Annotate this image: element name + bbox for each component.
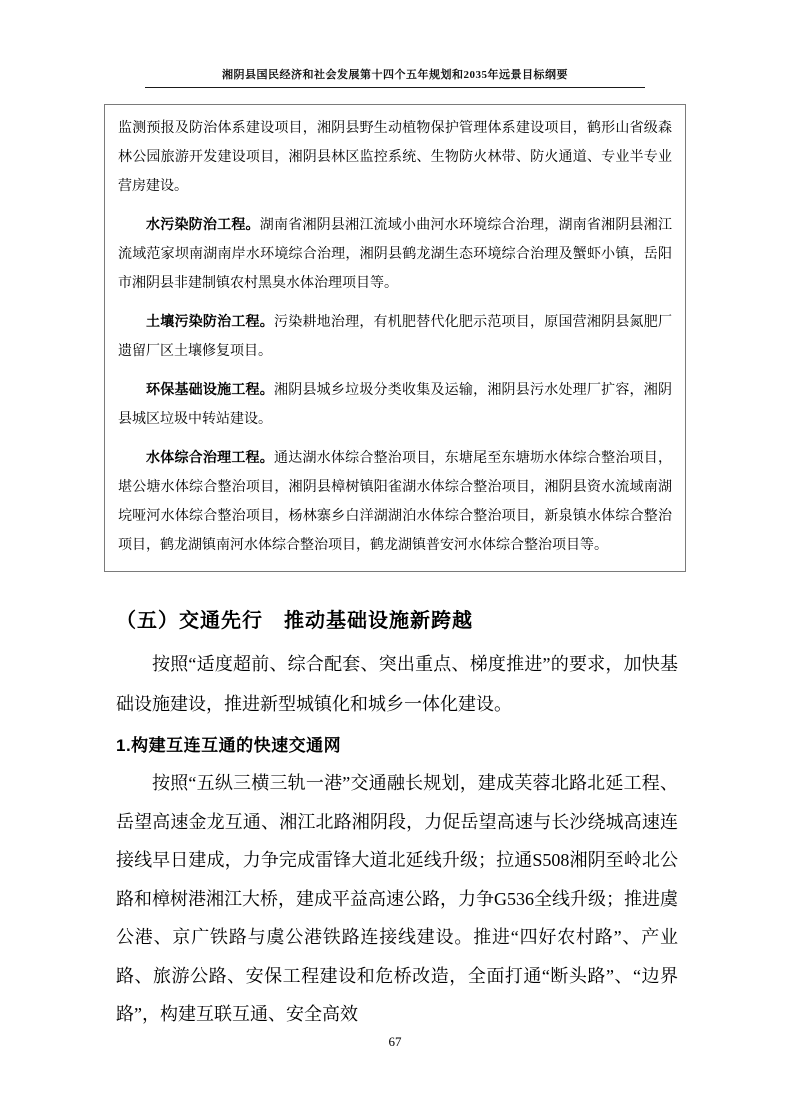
section-intro-paragraph: 按照“适度超前、综合配套、突出重点、梯度推进”的要求，加快基础设施建设，推进新型城镇化和城乡一体化建设。 (116, 654, 678, 714)
paragraph-text: 污染耕地治理，有机肥替代化肥示范项目，原国营湘阴县氮肥厂遗留厂区土壤修复项目。 (118, 315, 672, 359)
project-category-label: 水污染防治工程。 (146, 216, 260, 232)
document-header-title: 湘阴县国民经济和社会发展第十四个五年规划和2035年远景目标纲要 (222, 69, 568, 81)
paragraph-text: 湘阴县城乡垃圾分类收集及运输，湘阴县污水处理厂扩容，湘阴县城区垃圾中转站建设。 (118, 383, 672, 427)
box-paragraph (118, 443, 672, 560)
project-category-label: 水体综合治理工程。 (146, 449, 274, 465)
box-paragraph (118, 114, 672, 201)
project-category-label: 环保基础设施工程。 (146, 381, 274, 397)
paragraph-text: 通达湖水体综合整治项目，东塘尾至东塘坜水体综合整治项目，堪公塘水体综合整治项目，湘阴县樟树镇阳雀湖水体综合整治项目，湘阴县资水流域南湖垸哑河水体综合整治项目，杨林寨乡白洋湖湖泊水体综合整治项目，新泉镇水体综合整治项目，鹤龙湖镇南河水体综合整治项目，鹤龙湖镇普安河水体综合整治项目等。 (118, 451, 672, 553)
project-list-box (104, 104, 686, 572)
page-number: 67 (388, 1034, 402, 1049)
subsection-heading: 1.构建互连互通的快速交通网 (116, 736, 342, 755)
paragraph-text: 湖南省湘阴县湘江流域小曲河水环境综合治理，湖南省湘阴县湘江流域范家坝南湖南岸水环境综合治理，湘阴县鹤龙湖生态环境综合治理及蟹虾小镇，岳阳市湘阴县非建制镇农村黑臭水体治理项目等。 (118, 218, 673, 291)
paragraph-text: 监测预报及防治体系建设项目，湘阴县野生动植物保护管理体系建设项目，鹤形山省级森林公园旅游开发建设项目，湘阴县林区监控系统、生物防火林带、防火通道、专业半专业营房建设。 (118, 121, 672, 194)
box-paragraph (118, 375, 672, 434)
box-paragraph (118, 307, 672, 366)
project-category-label: 土壤污染防治工程。 (146, 313, 274, 329)
section-heading: （五）交通先行 推动基础设施新跨越 (116, 610, 473, 632)
box-paragraph (118, 210, 672, 298)
subsection-body-paragraph: 按照“五纵三横三轨一港”交通融长规划，建成芙蓉北路北延工程、岳望高速金龙互通、湘江北路湘阴段，力促岳望高速与长沙绕城高速连接线早日建成，力争完成雷锋大道北延线升级；拉通S508湘阴至岭北公路和樟树港湘江大桥，建成平益高速公路，力争G536全线升级；推进虞公港、京广铁路与虞公港铁路连接线建设。推进“四好农村路”、产业路、旅游公路、安保工程建设和危桥改造，全面打通“断头路”、“边界路”，构建互联互通、安全高效 (116, 773, 678, 1024)
header-divider (145, 87, 645, 88)
